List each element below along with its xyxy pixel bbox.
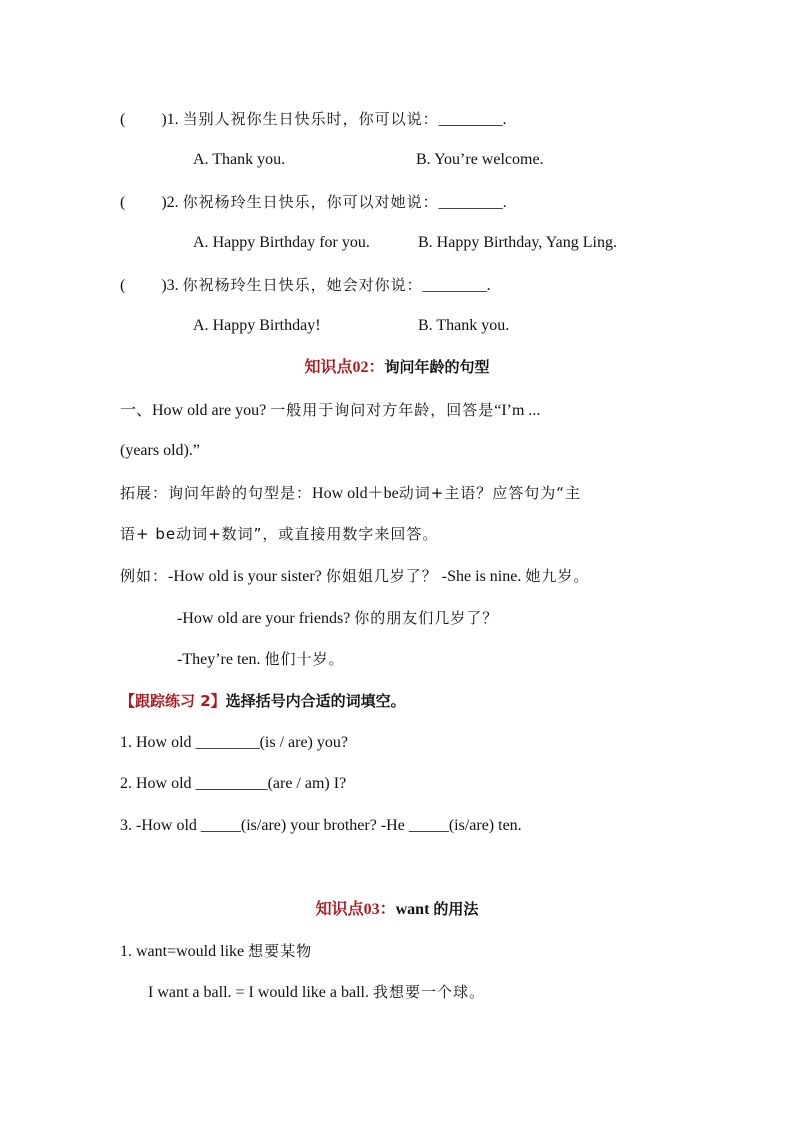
question-2 xyxy=(120,192,507,213)
text-en: (is / are) you? xyxy=(259,734,348,751)
practice-label: 【跟踪练习 2】 xyxy=(120,692,226,710)
practice-instruction: 选择括号内合适的词填空。 xyxy=(225,692,406,710)
question-end: . xyxy=(502,194,507,211)
text-en: -How old is your sister? xyxy=(168,568,326,585)
text-en: -She is nine. xyxy=(437,568,526,585)
question-text: 当别人祝你生日快乐时，你可以说： xyxy=(182,110,439,128)
section-label: 知识点02： xyxy=(304,359,385,376)
question-number: )1. xyxy=(161,111,179,128)
practice-item-1 xyxy=(120,733,348,753)
text-en: -They’re ten. xyxy=(177,651,265,668)
text-en: “I’m ... xyxy=(494,402,541,419)
practice-item-2 xyxy=(120,774,346,794)
answer-blank: ________ xyxy=(422,277,487,294)
text-mixed: 语+ be xyxy=(120,525,177,543)
text-cn: 例如： xyxy=(120,567,169,585)
text-en: -How old are your friends? xyxy=(177,610,355,627)
text-cn: 一般用于询问对方年龄，回答是 xyxy=(270,401,495,419)
text-en: (is/are) your brother? -He xyxy=(240,817,409,834)
text-cn: 他们十岁。 xyxy=(264,650,345,668)
text-cn: 你姐姐几岁了？ xyxy=(325,567,438,585)
question-number: )2. xyxy=(161,194,179,211)
text-en: (are / am) I? xyxy=(267,775,347,792)
section-heading-03 xyxy=(0,899,794,920)
text-en: 3. -How old xyxy=(120,817,201,834)
answer-blank: _________ xyxy=(195,775,268,792)
text-en: 1. want=would like xyxy=(120,943,249,960)
q1-option-b: B. You’re welcome. xyxy=(416,151,544,168)
answer-blank: _____ xyxy=(200,817,241,834)
q2-option-b: B. Happy Birthday, Yang Ling. xyxy=(418,234,617,251)
text-cn: 我想要一个球。 xyxy=(372,983,485,1001)
practice-item-3 xyxy=(120,816,522,836)
question-3 xyxy=(120,275,491,296)
option-letter: A. xyxy=(193,151,209,168)
option-text: Happy Birthday! xyxy=(212,317,321,334)
section-title: 询问年龄的句型 xyxy=(384,358,490,376)
question-number: )3. xyxy=(161,277,179,294)
s3-line-1 xyxy=(120,941,312,962)
text-cn: 动词+数词”，或直接用数字来回答。 xyxy=(176,525,439,543)
option-text: Happy Birthday for you. xyxy=(212,234,370,251)
s2-example-3 xyxy=(177,649,345,670)
text-en: I want a ball. = I would like a ball. xyxy=(148,984,373,1001)
q2-option-a xyxy=(193,233,370,253)
practice-2-heading xyxy=(120,691,406,712)
text-cn: 动词+主语？应答句为“主 xyxy=(398,484,582,502)
s2-line-2: (years old).” xyxy=(120,442,200,459)
s2-example-1 xyxy=(120,566,589,587)
text-en: (is/are) ten. xyxy=(448,817,522,834)
s3-line-2 xyxy=(148,982,485,1003)
answer-blank: ________ xyxy=(438,111,503,128)
answer-blank: ________ xyxy=(195,734,260,751)
s2-example-2 xyxy=(177,608,498,629)
section-heading-02 xyxy=(0,357,794,378)
section-label: 知识点03： xyxy=(315,901,396,918)
s2-line-3 xyxy=(120,483,581,504)
q3-option-b: B. Thank you. xyxy=(418,317,510,334)
answer-blank: ________ xyxy=(438,194,503,211)
option-text: Thank you. xyxy=(212,151,286,168)
text-cn: 拓展：询问年龄的句型是： xyxy=(120,484,313,502)
section-title-en: want xyxy=(395,901,434,918)
question-1 xyxy=(120,109,507,130)
question-end: . xyxy=(502,111,507,128)
option-letter: A. xyxy=(193,317,209,334)
question-text: 你祝杨玲生日快乐，她会对你说： xyxy=(182,276,423,294)
option-letter: A. xyxy=(193,234,209,251)
text-en: How old＋be xyxy=(312,485,399,502)
paren-open: ( xyxy=(120,194,126,211)
s2-line-4 xyxy=(120,524,438,545)
section-title-cn: 的用法 xyxy=(433,900,479,918)
answer-blank: _____ xyxy=(408,817,449,834)
question-text: 你祝杨玲生日快乐，你可以对她说： xyxy=(182,193,439,211)
text-en: 一、How old are you? xyxy=(120,402,271,419)
q3-option-a xyxy=(193,316,321,336)
s2-line-1 xyxy=(120,400,540,421)
text-cn: 她九岁。 xyxy=(525,567,590,585)
question-end: . xyxy=(486,277,491,294)
text-en: 1. How old xyxy=(120,734,196,751)
paren-open: ( xyxy=(120,277,126,294)
text-cn: 你的朋友们几岁了？ xyxy=(354,609,499,627)
text-cn: 想要某物 xyxy=(248,942,313,960)
paren-open: ( xyxy=(120,111,126,128)
text-en: 2. How old xyxy=(120,775,196,792)
q1-option-a xyxy=(193,150,285,170)
